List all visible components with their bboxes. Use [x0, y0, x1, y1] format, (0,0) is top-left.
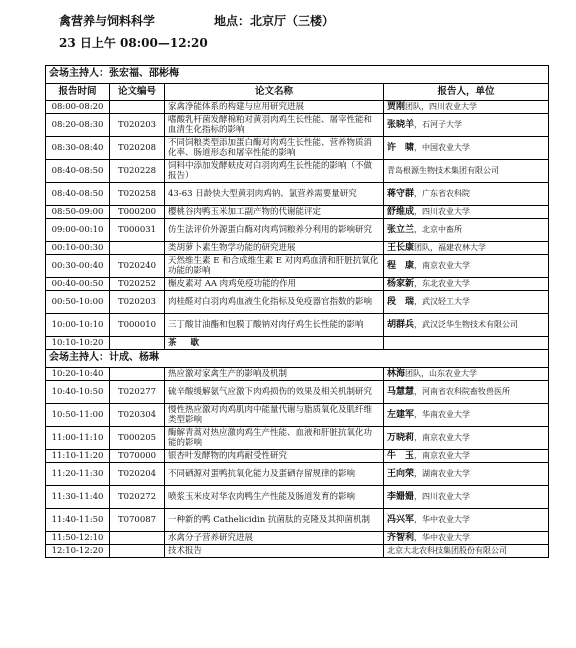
paper-title: 三丁酸甘油酯和包膜丁酸钠对肉仔鸡生长性能的影响	[165, 314, 384, 337]
schedule-row	[46, 509, 549, 532]
paper-title: 茶歇	[165, 337, 384, 350]
reporter-cell	[384, 291, 549, 314]
reporter-affiliation: ，武汉泛华生物技术有限公司	[414, 319, 519, 329]
reporter-cell	[384, 278, 549, 291]
reporter-affiliation: ，南京农业大学	[414, 450, 471, 460]
paper-code: T020252	[110, 278, 165, 291]
session-host-row	[46, 350, 549, 368]
report-time: 11:50-12:10	[46, 532, 110, 545]
reporter-cell	[384, 183, 549, 206]
report-time: 00:50-10:00	[46, 291, 110, 314]
reporter-cell	[384, 532, 549, 545]
reporter-affiliation: ，东北农业大学	[414, 278, 471, 288]
schedule-row	[46, 381, 549, 404]
column-header: 报告时间	[46, 84, 110, 101]
schedule-row	[46, 183, 549, 206]
reporter-name: 牛 玉	[387, 450, 415, 461]
schedule-row	[46, 101, 549, 114]
schedule-row	[46, 160, 549, 183]
paper-title: 慢性热应激对肉鸡肌肉中能量代谢与脂质氧化及肌纤维类型影响	[165, 404, 384, 427]
paper-title: 肉桂醛对白羽肉鸡血液生化指标及免疫器官指数的影响	[165, 291, 384, 314]
reporter-cell	[384, 337, 549, 350]
reporter-name: 左建军	[387, 409, 415, 420]
schedule-row	[46, 450, 549, 463]
paper-code	[110, 368, 165, 381]
reporter-name: 马慧慧	[387, 386, 415, 397]
reporter-cell	[384, 242, 549, 255]
report-time: 10:40-10:50	[46, 381, 110, 404]
reporter-name: 林海	[387, 368, 406, 379]
paper-code: T020277	[110, 381, 165, 404]
reporter-name: 万晓莉	[387, 432, 415, 443]
reporter-affiliation: ，华中农业大学	[414, 514, 471, 524]
reporter-cell	[384, 545, 549, 558]
paper-title: 一种新的鸭 Cathelicidin 抗菌肽的克隆及其抑菌机制	[165, 509, 384, 532]
reporter-name: 张立兰	[387, 224, 415, 235]
schedule-row	[46, 219, 549, 242]
paper-code: T000200	[110, 206, 165, 219]
reporter-name: 舒维成	[387, 206, 415, 217]
report-time: 12:10-12:20	[46, 545, 110, 558]
paper-title: 仿生法评价外源蛋白酶对肉鸡饲粮养分利用的影响研究	[165, 219, 384, 242]
reporter-cell	[384, 101, 549, 114]
paper-title: 嗜酸乳杆菌发酵棉粕对黄羽肉鸡生长性能、屠宰性能和血清生化指标的影响	[165, 114, 384, 137]
reporter-affiliation: 青岛根源生物技术集团有限公司	[387, 165, 499, 175]
reporter-name: 程 康	[387, 260, 415, 271]
schedule-row	[46, 242, 549, 255]
reporter-affiliation: 团队，福建农林大学	[414, 242, 487, 252]
column-header: 论文编号	[110, 84, 165, 101]
paper-code: T020208	[110, 137, 165, 160]
reporter-affiliation: ，华中农业大学	[414, 532, 471, 542]
report-time: 08:20-08:30	[46, 114, 110, 137]
reporter-affiliation: 团队，四川农业大学	[405, 101, 478, 111]
schedule-table	[45, 65, 549, 558]
paper-title: 不同硒源对蛋鸭抗氧化能力及蛋硒存留规律的影响	[165, 463, 384, 486]
reporter-affiliation: ，石河子大学	[414, 119, 463, 129]
column-header: 论文名称	[165, 84, 384, 101]
reporter-cell	[384, 463, 549, 486]
schedule-row	[46, 532, 549, 545]
paper-code: T020203	[110, 114, 165, 137]
report-time: 08:40-08:50	[46, 160, 110, 183]
paper-code: T020240	[110, 255, 165, 278]
reporter-cell	[384, 219, 549, 242]
report-time: 11:10-11:20	[46, 450, 110, 463]
paper-title: 热应激对家禽生产的影响及机制	[165, 368, 384, 381]
reporter-affiliation: ，四川农业大学	[414, 206, 471, 216]
schedule-row	[46, 427, 549, 450]
reporter-name: 李姗姗	[387, 491, 415, 502]
schedule-row	[46, 137, 549, 160]
schedule-row	[46, 314, 549, 337]
report-time: 10:50-11:00	[46, 404, 110, 427]
paper-title: 硫辛酸缓解氨气应激下肉鸡损伤的效果及相关机制研究	[165, 381, 384, 404]
report-time: 10:00-10:10	[46, 314, 110, 337]
report-time: 00:40-00:50	[46, 278, 110, 291]
session-host-row	[46, 66, 549, 84]
column-header-row	[46, 84, 549, 101]
reporter-cell	[384, 160, 549, 183]
schedule-body	[46, 66, 549, 558]
paper-title: 家禽净能体系的构建与应用研究进展	[165, 101, 384, 114]
session-date: 23 日上午 08:00—12:20	[59, 36, 208, 50]
reporter-affiliation: 北京大北农科技集团股份有限公司	[387, 545, 507, 555]
reporter-name: 冯兴军	[387, 514, 415, 525]
reporter-name: 王长康	[387, 242, 415, 253]
report-time: 08:00-08:20	[46, 101, 110, 114]
reporter-cell	[384, 450, 549, 463]
reporter-affiliation: ，南京农业大学	[414, 432, 471, 442]
paper-code: T020304	[110, 404, 165, 427]
paper-title: 水禽分子营养研究进展	[165, 532, 384, 545]
reporter-cell	[384, 206, 549, 219]
reporter-name: 齐智利	[387, 532, 415, 543]
report-time: 08:50-09:00	[46, 206, 110, 219]
column-header: 报告人，单位	[384, 84, 549, 101]
paper-code: T000010	[110, 314, 165, 337]
report-time: 08:40-08:50	[46, 183, 110, 206]
report-time: 11:40-11:50	[46, 509, 110, 532]
paper-code: T020203	[110, 291, 165, 314]
session-host: 会场主持人：张宏福、邵彬梅	[46, 66, 549, 84]
reporter-affiliation: ，广东省农科院	[414, 188, 471, 198]
schedule-row	[46, 337, 549, 350]
reporter-affiliation: ，南京农业大学	[414, 260, 471, 270]
reporter-cell	[384, 509, 549, 532]
report-time: 08:30-08:40	[46, 137, 110, 160]
paper-title: 不同饲粮类型添加蛋白酶对肉鸡生长性能、营养物质消化率、肠道形态和屠宰性能的影响	[165, 137, 384, 160]
paper-code	[110, 337, 165, 350]
schedule-row	[46, 404, 549, 427]
reporter-cell	[384, 368, 549, 381]
paper-code	[110, 242, 165, 255]
paper-title: 酶解青蒿对热应激肉鸡生产性能、血液和肝脏抗氧化功能的影响	[165, 427, 384, 450]
reporter-affiliation: ，华南农业大学	[414, 409, 471, 419]
schedule-row	[46, 486, 549, 509]
reporter-affiliation: ，中国农业大学	[414, 142, 471, 152]
paper-title: 银杏叶发酵物的肉鸡耐受性研究	[165, 450, 384, 463]
reporter-name: 贾刚	[387, 101, 406, 112]
report-time: 11:20-11:30	[46, 463, 110, 486]
paper-code: T020258	[110, 183, 165, 206]
schedule-row	[46, 114, 549, 137]
session-title: 禽营养与饲料科学	[59, 14, 156, 28]
report-time: 11:30-11:40	[46, 486, 110, 509]
paper-title: 槲皮素对 AA 肉鸡免疫功能的作用	[165, 278, 384, 291]
reporter-cell	[384, 381, 549, 404]
session-host: 会场主持人：计成、杨琳	[46, 350, 549, 368]
reporter-name: 胡群兵	[387, 319, 415, 330]
report-time: 09:00-00:10	[46, 219, 110, 242]
reporter-name: 杨家新	[387, 278, 415, 289]
reporter-affiliation: ，武汉轻工大学	[414, 296, 471, 306]
paper-title: 饲料中添加发酵麸皮对白羽肉鸡生长性能的影响（不做报告）	[165, 160, 384, 183]
paper-title: 43-63 日龄快大型黄羽肉鸡钠、氯营养需要量研究	[165, 183, 384, 206]
reporter-name: 张晓羊	[387, 119, 415, 130]
paper-code: T000031	[110, 219, 165, 242]
paper-title: 喷浆玉米皮对华农肉鸭生产性能及肠道发育的影响	[165, 486, 384, 509]
report-time: 00:30-00:40	[46, 255, 110, 278]
paper-code: T070087	[110, 509, 165, 532]
paper-code: T000205	[110, 427, 165, 450]
paper-title: 类胡萝卜素生物学功能的研究进展	[165, 242, 384, 255]
reporter-cell	[384, 255, 549, 278]
paper-code: T020272	[110, 486, 165, 509]
schedule-row	[46, 255, 549, 278]
reporter-name: 许 啸	[387, 142, 415, 153]
reporter-cell	[384, 427, 549, 450]
paper-code	[110, 532, 165, 545]
reporter-name: 蒋守群	[387, 188, 415, 199]
reporter-name: 王向荣	[387, 468, 415, 479]
report-time: 10:20-10:40	[46, 368, 110, 381]
reporter-cell	[384, 314, 549, 337]
schedule-row	[46, 545, 549, 558]
reporter-cell	[384, 486, 549, 509]
schedule-row	[46, 463, 549, 486]
schedule-row	[46, 206, 549, 219]
reporter-affiliation: ，四川农业大学	[414, 491, 471, 501]
reporter-affiliation: ，北京中畜所	[414, 224, 463, 234]
paper-code: T070000	[110, 450, 165, 463]
report-time: 00:10-00:30	[46, 242, 110, 255]
session-location: 地点：北京厅（三楼）	[214, 14, 335, 28]
report-time: 10:10-10:20	[46, 337, 110, 350]
report-time: 11:00-11:10	[46, 427, 110, 450]
paper-code: T020204	[110, 463, 165, 486]
schedule-row	[46, 278, 549, 291]
reporter-name: 段 瑞	[387, 296, 415, 307]
reporter-affiliation: ，河南省农科院畜牧兽医所	[414, 386, 511, 396]
paper-code: T020228	[110, 160, 165, 183]
reporter-cell	[384, 114, 549, 137]
reporter-affiliation: 团队，山东农业大学	[405, 368, 478, 378]
schedule-row	[46, 368, 549, 381]
reporter-cell	[384, 404, 549, 427]
reporter-cell	[384, 137, 549, 160]
schedule-row	[46, 291, 549, 314]
paper-title: 技术报告	[165, 545, 384, 558]
paper-title: 樱桃谷肉鸭玉米加工副产物的代谢能评定	[165, 206, 384, 219]
paper-title: 天然维生素 E 和合成维生素 E 对肉鸡血清和肝脏抗氧化功能的影响	[165, 255, 384, 278]
paper-code	[110, 545, 165, 558]
paper-code	[110, 101, 165, 114]
reporter-affiliation: ，湖南农业大学	[414, 468, 471, 478]
